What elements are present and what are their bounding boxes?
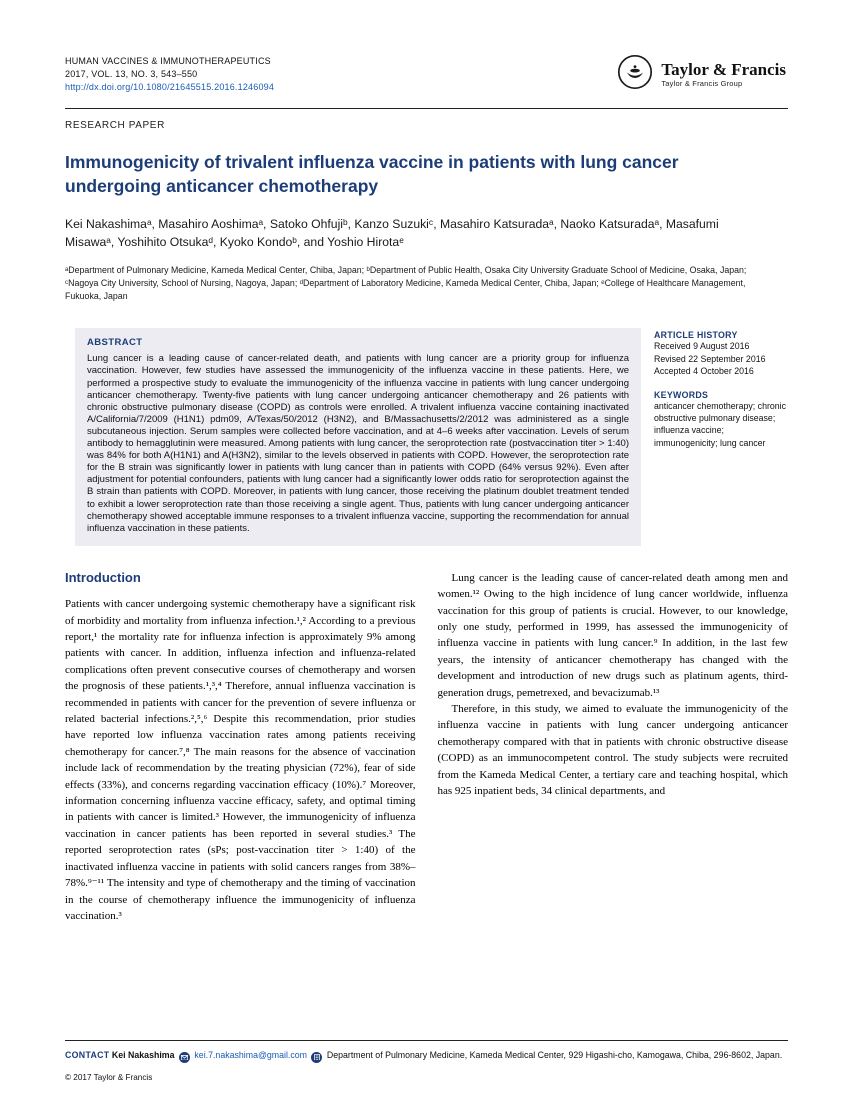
intro-paragraph-3: Therefore, in this study, we aimed to evaluate the immunogenicity of the influenza vaccine in patients with lung cancer undergoing anticancer chemotherapy compared with that in patients with chronic obstructive disease (COPD) as an immunocompetent control. The study subjects were recruited from the Kameda Medical Center, a tertiary care and teaching hospital, which has 925 inpatient beds, 34 clinical departments, and xyxy=(437,703,788,798)
author-list: Kei Nakashimaᵃ, Masahiro Aoshimaᵃ, Satoko Ohfujiᵇ, Kanzo Suzukiᶜ, Masahiro Katsuradaᵃ, Naoko Katsuradaᵃ, Masafumi Misawaᵃ, Yoshihito Otsukaᵈ, Kyoko Kondoᵇ, and Yoshio Hirotaᵉ xyxy=(65,217,719,249)
body-columns xyxy=(65,570,788,954)
abstract-heading: ABSTRACT xyxy=(87,337,143,349)
article-history-heading: ARTICLE HISTORY xyxy=(654,330,738,341)
intro-paragraph-1: Patients with cancer undergoing systemic chemotherapy have a significant risk of morbidity and mortality from influenza infection.¹,² According to a previous report,¹ the mortality rate for influenza infection is approximately 9% among patients with cancer. In addition, influenza infection and influenza-related complications often prevent consecutive courses of chemotherapy and worsen the prognosis of these patients.¹,³,⁴ Therefore, annual influenza vaccination is recommended in patients with cancer for the prevention of severe influenza or related bacterial infections.²,⁵,⁶ Despite this recommendation, prior studies have reported low influenza vaccination rates among patients receiving chemotherapy for cancer.⁷,⁸ The main reasons for the absence of vaccination include lack of recommendation by the treating physician (72%), fear of side effects (33%), and concerns regarding vaccination efficacy (10%).⁷ Moreover, information concerning influenza vaccine efficacy, safety, and optimal timing in patients with cancer is limited.³ However, the immunogenicity of influenza vaccination in cancer patients has been reported in several studies.³ The reported seroprotection rates (sPs; post-vaccination titer > 1:40) of the inactivated influenza vaccine in patients with solid cancers ranges from 38%–78%.⁹⁻¹¹ The intensity and type of chemotherapy and the timing of vaccination in the course of chemotherapy influence the immunogenicity of influenza vaccination.³ xyxy=(65,598,416,922)
page-footer xyxy=(65,1040,788,1082)
building-icon xyxy=(311,1052,322,1063)
taylor-francis-logo-icon xyxy=(617,54,653,95)
article-meta-column xyxy=(654,328,787,448)
publisher-name: Taylor & Francis xyxy=(661,59,786,79)
article-body xyxy=(65,570,788,954)
keywords-block xyxy=(654,390,787,449)
doi-link[interactable]: http://dx.doi.org/10.1080/21645515.2016.1246094 xyxy=(65,82,275,92)
contact-name: Kei Nakashima xyxy=(111,1050,175,1061)
copyright-notice: © 2017 Taylor & Francis xyxy=(65,1073,153,1082)
publisher-wordmark xyxy=(661,61,786,89)
article-type-label: RESEARCH PAPER xyxy=(65,120,165,131)
header-rule xyxy=(65,108,788,109)
affiliations: ᵃDepartment of Pulmonary Medicine, Kameda Medical Center, Chiba, Japan; ᵇDepartment of Public Health, Osaka City University Graduate School of Medicine, Osaka, Japan; ᶜNagoya City University, School of Nursing, Nagoya, Japan; ᵈDepartment of Laboratory Medicine, Kameda Medical Center, Chiba, Japan; ᵉCollege of Healthcare Management, Fukuoka, Japan xyxy=(65,265,747,301)
journal-info xyxy=(65,55,274,94)
journal-name: HUMAN VACCINES & IMMUNOTHERAPEUTICS xyxy=(65,56,271,66)
keywords-text: anticancer chemotherapy; chronic obstructive pulmonary disease; influenza vaccine; immunogenicity; lung cancer xyxy=(654,401,787,448)
contact-email-link[interactable]: kei.7.nakashima@gmail.com xyxy=(194,1050,307,1061)
masthead xyxy=(65,54,788,95)
abstract-box xyxy=(75,328,641,545)
journal-issue: 2017, VOL. 13, NO. 3, 543–550 xyxy=(65,69,198,79)
received-date: Received 9 August 2016 xyxy=(654,341,750,352)
envelope-icon xyxy=(179,1052,190,1063)
publisher-logo xyxy=(617,54,788,95)
article-title: Immunogenicity of trivalent influenza vaccine in patients with lung cancer undergoing anticancer chemotherapy xyxy=(65,152,679,196)
publisher-group: Taylor & Francis Group xyxy=(661,78,743,88)
revised-date: Revised 22 September 2016 xyxy=(654,353,766,364)
contact-label: CONTACT xyxy=(65,1050,110,1061)
footer-rule xyxy=(65,1040,788,1041)
keywords-heading: KEYWORDS xyxy=(654,390,709,400)
abstract-section xyxy=(75,328,788,545)
abstract-text: Lung cancer is a leading cause of cancer-related death, and patients with lung cancer are a priority group for influenza vaccination. However, few studies have assessed the immunogenicity of the influenza vaccine in these patients. Here, we performed a prospective study to evaluate the immunogenicity of the influenza vaccine in patients with lung cancer undergoing anticancer chemotherapy. Twenty-five patients with lung cancer undergoing anticancer chemotherapy and 26 patients with chronic obstructive pulmonary disease (COPD) as controls were enrolled. A trivalent influenza vaccine containing inactivated A/California/7/2009 (H1N1) pdm09, A/Texas/50/2012 (H3N2), and B/Massachusetts/2/2012 was administered as a single subcutaneous injection. Serum samples were collected before vaccination, and at 4–6 weeks after vaccination. Levels of serum antibody to hemagglutinin were measured. Among patients with lung cancer, the seroprotection rate (postvaccination titer > 1:40) was 84% for both A(H1N1) and A(H3N2), similar to the levels observed in patients with COPD. However, the seroprotection rate for the B strain was significantly lower in patients with lung cancer than in patients with COPD (64% versus 92%). Even after adjustment for potential confounders, patients with lung cancer had a significantly lower odds ratio for seroprotection against the B strain than patients with COPD. Moreover, in patients with lung cancer, those receiving the platinum doublet treatment tended to exhibit a lower seroprotection rate than those receiving a single agent. Thus, patients with lung cancer undergoing anticancer chemotherapy showed acceptable immune responses to a trivalent influenza vaccine, supporting the recommendation for annual influenza vaccination in these patients. xyxy=(87,353,629,534)
contact-line xyxy=(65,1049,788,1063)
contact-address: Department of Pulmonary Medicine, Kameda Medical Center, 929 Higashi-cho, Kamogawa, Chiba, 296-8602, Japan. xyxy=(326,1050,783,1061)
accepted-date: Accepted 4 October 2016 xyxy=(654,365,754,376)
intro-paragraph-2: Lung cancer is the leading cause of cancer-related death among men and women.¹² Owing to the high incidence of lung cancer worldwide, influenza vaccination for this group of patients is crucial. However, to our knowledge, only one study, performed in 1999, has assessed the immunogenicity of influenza vaccine in patients with lung cancer.⁹ In addition, in the last few years, the intensity of anticancer chemotherapy has changed with the development and introduction of new drugs such as platinum agents, third-generation drugs, pemetrexed, and bevacizumab.¹³ xyxy=(437,571,788,699)
introduction-heading: Introduction xyxy=(65,569,141,585)
